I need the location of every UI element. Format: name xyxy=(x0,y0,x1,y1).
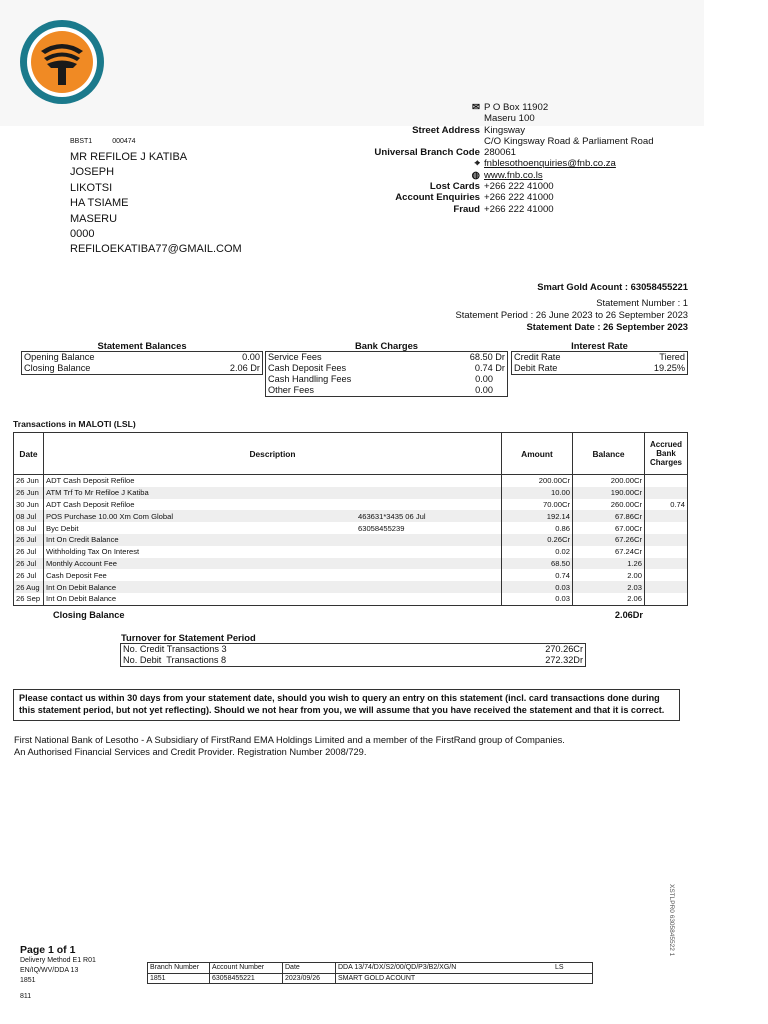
page-footer: Page 1 of 1 Delivery Method E1 R01 EN/IQ/WV/DDA 13 1851 811 xyxy=(20,944,96,1001)
tx-reference xyxy=(356,487,502,499)
bank-address-block xyxy=(330,102,730,215)
tx-balance: 67.86Cr xyxy=(573,510,645,522)
tx-reference xyxy=(356,499,502,511)
transactions-table xyxy=(13,432,688,606)
tx-date: 08 Jul xyxy=(14,522,44,534)
tx-description: Int On Debit Balance xyxy=(44,593,357,605)
tx-balance: 67.00Cr xyxy=(573,522,645,534)
tx-description: ATM Trf To Mr Refiloe J Katiba xyxy=(44,487,357,499)
tx-accrued xyxy=(645,558,688,570)
tx-accrued xyxy=(645,581,688,593)
tx-date: 26 Jul xyxy=(14,546,44,558)
tx-amount: 192.14 xyxy=(502,510,573,522)
tx-amount: 200.00Cr xyxy=(502,475,573,487)
tx-amount: 10.00 xyxy=(502,487,573,499)
tx-description: Cash Deposit Fee xyxy=(44,569,357,581)
tx-accrued xyxy=(645,546,688,558)
tx-amount: 0.03 xyxy=(502,581,573,593)
tx-reference xyxy=(356,569,502,581)
tx-description: POS Purchase 10.00 Xm Com Global xyxy=(44,510,357,522)
transactions-heading: Transactions in MALOTI (LSL) xyxy=(13,419,136,429)
tx-description: Withholding Tax On Interest xyxy=(44,546,357,558)
tx-balance: 190.00Cr xyxy=(573,487,645,499)
table-row xyxy=(14,475,688,487)
tx-accrued xyxy=(645,522,688,534)
tx-date: 26 Aug xyxy=(14,581,44,593)
footer-info-table: Branch Number Account Number Date DDA 13/74/DX/S2/00/QD/P3/B2/XG/N LS 1851 63058455221 2023/09/26 SMART GOLD ACOUNT xyxy=(147,962,593,984)
tx-reference xyxy=(356,534,502,546)
tx-amount: 0.03 xyxy=(502,593,573,605)
statement-date: Statement Date : 26 September 2023 xyxy=(526,321,688,332)
table-row xyxy=(14,558,688,570)
col-amount: Amount xyxy=(502,433,573,475)
transactions-body xyxy=(14,475,688,606)
turnover-heading: Turnover for Statement Period xyxy=(121,632,256,643)
tx-reference: 463631*3435 06 Jul xyxy=(356,510,502,522)
tx-description: ADT Cash Deposit Refiloe xyxy=(44,499,357,511)
tx-description: Monthly Account Fee xyxy=(44,558,357,570)
tx-balance: 67.26Cr xyxy=(573,534,645,546)
tx-date: 26 Jun xyxy=(14,487,44,499)
table-row xyxy=(14,569,688,581)
tx-date: 26 Jul xyxy=(14,569,44,581)
tx-reference xyxy=(356,593,502,605)
turnover-table: No. Credit Transactions 3 270.26Cr No. Debit Transactions 8 272.32Dr xyxy=(120,643,586,667)
tx-accrued: 0.74 xyxy=(645,499,688,511)
col-accrued: Accrued Bank Charges xyxy=(645,433,688,475)
address-row: C/O Kingsway Road & Parliament Road xyxy=(484,135,654,147)
table-row xyxy=(14,487,688,499)
tx-description: Byc Debit xyxy=(44,522,357,534)
address-row: Street Address Kingsway xyxy=(412,124,526,136)
tx-amount: 68.50 xyxy=(502,558,573,570)
tx-accrued xyxy=(645,534,688,546)
tx-reference: 63058455239 xyxy=(356,522,502,534)
statement-period: Statement Period : 26 June 2023 to 26 September 2023 xyxy=(455,309,688,320)
tx-balance: 200.00Cr xyxy=(573,475,645,487)
interest-rate-table: Credit Rate Tiered Debit Rate 19.25% xyxy=(511,351,688,375)
tx-date: 26 Jul xyxy=(14,558,44,570)
account-title: Smart Gold Acount : 63058455221 xyxy=(537,281,688,292)
table-row xyxy=(14,546,688,558)
mouse-icon: ⌖ xyxy=(474,158,480,170)
table-row xyxy=(14,510,688,522)
interest-rate-heading: Interest Rate xyxy=(571,340,628,351)
globe-icon: ◍ xyxy=(471,169,480,181)
tx-description: Int On Credit Balance xyxy=(44,534,357,546)
tx-balance: 2.06 xyxy=(573,593,645,605)
tx-amount: 0.02 xyxy=(502,546,573,558)
bank-charges-heading: Bank Charges xyxy=(354,340,419,351)
envelope-icon: ✉ xyxy=(471,102,480,113)
address-row: Account Enquiries +266 222 41000 xyxy=(395,192,554,204)
tx-accrued xyxy=(645,569,688,581)
closing-balance-value: 2.06Dr xyxy=(614,610,643,620)
query-notice: Please contact us within 30 days from your statement date, should you wish to query an entry on this statement (incl. card transactions done during this statement period, but not yet reflecting). Should we not hear from you, we will assume that you have received the statement and that it is correct. xyxy=(13,689,680,721)
tx-date: 26 Jul xyxy=(14,534,44,546)
closing-balance-label: Closing Balance xyxy=(53,610,125,620)
tx-reference xyxy=(356,546,502,558)
table-row xyxy=(14,499,688,511)
col-date: Date xyxy=(14,433,44,475)
tx-date: 26 Sep xyxy=(14,593,44,605)
customer-address: MR REFILOE J KATIBA JOSEPH LIKOTSI HA TSIAME MASERU 0000 REFILOEKATIBA77@GMAIL.COM xyxy=(70,151,242,256)
mailing-codes: BBST1 000474 xyxy=(70,138,136,145)
address-row: Universal Branch Code 280061 xyxy=(374,147,517,159)
fnb-logo xyxy=(19,19,105,105)
tx-date: 08 Jul xyxy=(14,510,44,522)
tx-balance: 260.00Cr xyxy=(573,499,645,511)
tx-amount: 0.74 xyxy=(502,569,573,581)
legal-footer: First National Bank of Lesotho - A Subsidiary of FirstRand EMA Holdings Limited and a member of the FirstRand group of Companies. An Authorised Financial Services and Credit Provider. Registration Number 2008/729. xyxy=(14,735,565,757)
tx-balance: 1.26 xyxy=(573,558,645,570)
tx-description: ADT Cash Deposit Refiloe xyxy=(44,475,357,487)
statement-number: Statement Number : 1 xyxy=(596,297,688,308)
col-balance: Balance xyxy=(573,433,645,475)
tx-reference xyxy=(356,558,502,570)
statement-balances-heading: Statement Balances xyxy=(97,340,187,351)
tx-balance: 2.00 xyxy=(573,569,645,581)
tx-date: 30 Jun xyxy=(14,499,44,511)
tx-amount: 70.00Cr xyxy=(502,499,573,511)
tx-accrued xyxy=(645,593,688,605)
col-description: Description xyxy=(44,433,502,475)
address-row: Maseru 100 xyxy=(484,113,535,125)
tx-reference xyxy=(356,475,502,487)
address-row: Lost Cards +266 222 41000 xyxy=(429,181,554,193)
bank-charges-table: Service Fees 68.50 Dr Cash Deposit Fees 0.74 Dr Cash Handling Fees 0.00 Other Fees 0.00 xyxy=(265,351,508,397)
vertical-reference: XSTLPR0 6305845522 1 xyxy=(668,884,675,957)
address-row xyxy=(330,170,730,181)
email-link[interactable]: fnblesothoenquiries@fnb.co.za xyxy=(484,158,616,170)
address-row: ✉ P O Box 11902 xyxy=(471,102,549,113)
page-number: Page 1 of 1 xyxy=(20,944,76,956)
tx-description: Int On Debit Balance xyxy=(44,581,357,593)
tx-amount: 0.26Cr xyxy=(502,534,573,546)
website-link[interactable]: www.fnb.co.ls xyxy=(484,169,543,181)
table-row xyxy=(14,593,688,605)
table-row xyxy=(14,534,688,546)
statement-balances-table: Opening Balance 0.00 Closing Balance 2.06 Dr xyxy=(21,351,263,375)
tx-balance: 67.24Cr xyxy=(573,546,645,558)
tx-accrued xyxy=(645,487,688,499)
table-row xyxy=(14,581,688,593)
tx-amount: 0.86 xyxy=(502,522,573,534)
tx-date: 26 Jun xyxy=(14,475,44,487)
address-row: Fraud +266 222 41000 xyxy=(453,203,554,215)
tx-accrued xyxy=(645,510,688,522)
tx-reference xyxy=(356,581,502,593)
tx-balance: 2.03 xyxy=(573,581,645,593)
table-row xyxy=(14,522,688,534)
address-row xyxy=(330,158,730,169)
tx-accrued xyxy=(645,475,688,487)
